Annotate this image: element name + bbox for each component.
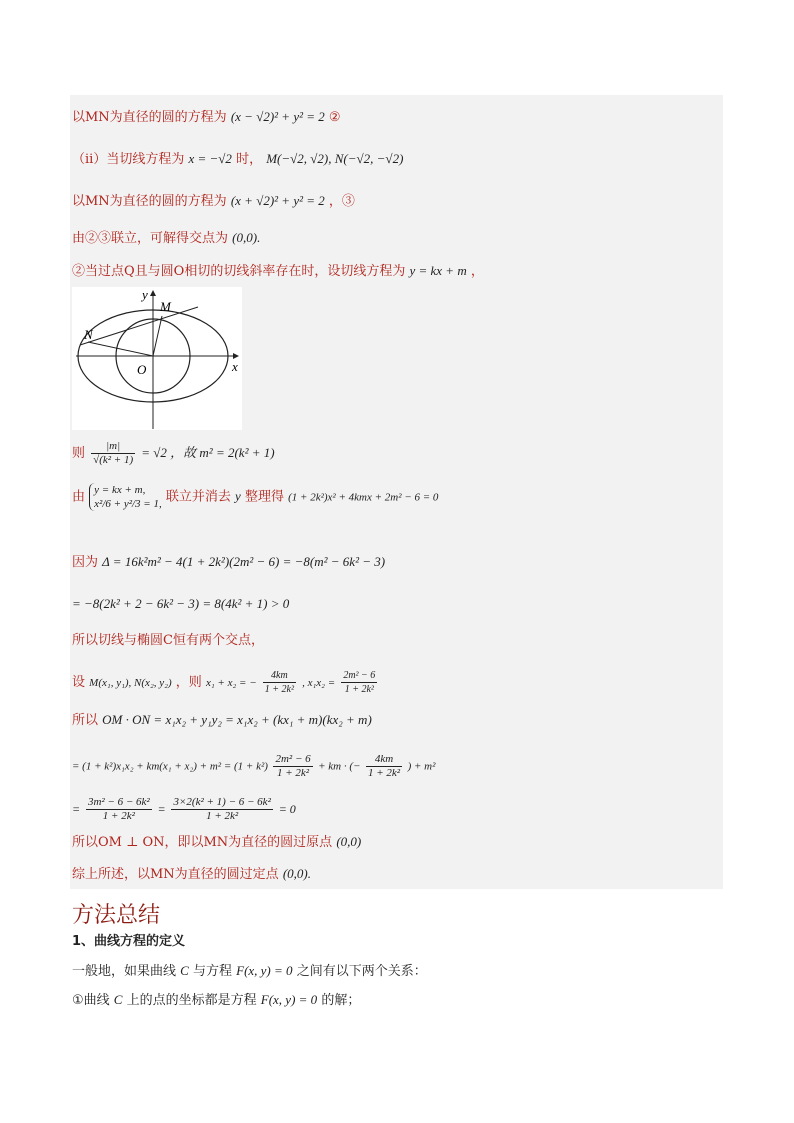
fraction-numerator: 3×2(k² + 1) − 6 − 6k²: [173, 796, 271, 808]
fraction-denominator: 1 + 2k²: [102, 810, 135, 822]
line-text: （ii）当切线方程为: [72, 152, 185, 167]
solution-line-11: [72, 669, 379, 696]
equation: (0,0).: [232, 230, 261, 245]
fraction: [86, 796, 152, 823]
equation: OM · ON = x₁x₂ + y₁y₂ = x₁x₂ + (kx₁ + m)(kx₂ + m): [102, 712, 372, 727]
equation: = −8(2k² + 2 − 6k² − 3) = 8(4k² + 1) > 0: [72, 596, 290, 611]
line-text: ②当过点Q且与圆O相切的切线斜率存在时，设切线方程为: [72, 264, 406, 279]
section-title: 方法总结: [72, 903, 161, 928]
equation: + km · (−: [318, 760, 361, 773]
equation: M(−√2, √2), N(−√2, −√2): [266, 151, 404, 166]
equals-sign: =: [72, 802, 81, 816]
solution-line-2: [72, 150, 403, 169]
line-text: 则: [72, 446, 86, 461]
line-text: 综上所述，以MN为直径的圆过定点: [72, 867, 279, 882]
line-text: 因为: [72, 555, 99, 570]
variable: C: [113, 992, 123, 1007]
line-text: 以MN为直径的圆的方程为: [72, 110, 227, 125]
fraction-numerator: 4km: [263, 669, 296, 683]
fraction-denominator: 1 + 2k²: [344, 684, 374, 695]
circled-number: ②: [328, 110, 341, 125]
equation: = √2 ，故 m² = 2(k² + 1): [141, 445, 275, 460]
line-text: 由: [72, 489, 86, 505]
solution-line-3: [72, 192, 355, 211]
equation: = 0: [278, 802, 296, 816]
label-y: y: [142, 287, 148, 302]
segment-on: [88, 342, 153, 356]
equation: x₁ + x₂ = −: [205, 677, 257, 689]
system-equation-1: y = kx + m,: [94, 484, 146, 496]
fraction-numerator: 2m² − 6: [343, 670, 376, 681]
circled-number: ，③: [328, 194, 355, 209]
line-text: 所以: [72, 713, 99, 728]
equation: F(x, y) = 0: [236, 963, 293, 978]
line-text: 一般地，如果曲线: [72, 964, 177, 979]
summary-heading: 1、曲线方程的定义: [72, 934, 186, 949]
fraction-numerator: 3m² − 6 − 6k²: [87, 796, 150, 808]
equation: x = −√2: [188, 151, 232, 166]
solution-line-12: [72, 711, 372, 730]
line-text: 的解；: [321, 993, 361, 1008]
equation: (x − √2)² + y² = 2: [230, 109, 325, 124]
ellipse-circle-figure: [72, 287, 242, 430]
solution-line-6: [72, 440, 275, 467]
solution-line-15: [72, 833, 361, 852]
summary-paragraph-2: [72, 991, 360, 1010]
fraction-numerator: |m|: [91, 440, 135, 454]
fraction: [171, 796, 272, 823]
solution-line-7: [72, 483, 438, 511]
solution-line-9: [72, 595, 289, 614]
solution-line-8: [72, 553, 385, 572]
equation: M(x₁, y₁), N(x₂, y₂): [89, 677, 172, 689]
line-text: 所以OM ⊥ ON，即以MN为直径的圆过原点: [72, 835, 333, 850]
equation: ) + m²: [407, 760, 436, 773]
label-m: M: [160, 299, 171, 314]
fraction-numerator: 2m² − 6: [275, 753, 311, 765]
equation: = (1 + k²)x₁x₂ + km(x₁ + x₂) + m² = (1 + k²): [72, 760, 268, 773]
fraction: [273, 753, 312, 780]
fraction: [366, 753, 402, 780]
line-text: 整理得: [244, 489, 284, 505]
line-text: 时，: [236, 152, 263, 167]
equation: (1 + 2k²)x² + 4kmx + 2m² − 6 = 0: [288, 491, 439, 504]
line-text: 之间有以下两个关系：: [296, 964, 427, 979]
equation: (0,0).: [282, 866, 311, 881]
line-text: 以MN为直径的圆的方程为: [72, 194, 227, 209]
solution-line-14: [72, 796, 296, 823]
solution-line-5: [72, 262, 484, 281]
fraction-denominator: 1 + 2k²: [206, 810, 239, 822]
label-o: O: [137, 362, 147, 377]
tangent-line: [80, 307, 198, 345]
segment-om: [153, 316, 162, 356]
equation: , x₁x₂ =: [302, 677, 336, 689]
variable: C: [180, 963, 189, 978]
line-text: 与方程: [192, 964, 232, 979]
variable: y: [235, 488, 241, 504]
fraction-denominator: √(k² + 1): [93, 454, 134, 466]
equals-sign: =: [157, 802, 166, 816]
equation: (x + √2)² + y² = 2: [230, 193, 325, 208]
line-text: ，则: [175, 675, 202, 690]
fraction-denominator: 1 + 2k²: [367, 767, 401, 779]
fraction: [341, 669, 377, 696]
equation: y = kx + m: [409, 263, 467, 278]
line-text: ，: [470, 264, 484, 279]
solution-line-13: [72, 753, 435, 780]
line-text: 所以切线与椭圆C恒有两个交点，: [72, 633, 264, 648]
solution-line-10: [72, 632, 264, 650]
fraction-denominator: 1 + 2k²: [264, 684, 294, 695]
fraction: [263, 669, 296, 696]
equation: (0,0): [336, 834, 362, 849]
solution-line-16: [72, 865, 311, 884]
equation: Δ = 16k²m² − 4(1 + 2k²)(2m² − 6) = −8(m² − 6k² − 3): [102, 554, 386, 569]
fraction-denominator: 1 + 2k²: [276, 767, 310, 779]
fraction-numerator: 4km: [366, 753, 402, 767]
line-text: 上的点的坐标都是方程: [126, 993, 257, 1008]
solution-line-1: [72, 108, 341, 127]
solution-line-4: [72, 229, 260, 248]
line-text: 联立并消去: [165, 489, 231, 505]
label-x: x: [232, 359, 238, 374]
line-text: 设: [72, 675, 86, 690]
line-text: 由②③联立，可解得交点为: [72, 231, 229, 246]
equation-system: [89, 483, 162, 511]
fraction: [91, 440, 135, 467]
equation: F(x, y) = 0: [260, 992, 318, 1007]
line-text: ①曲线: [72, 993, 110, 1008]
figure-svg: [72, 287, 242, 430]
summary-paragraph-1: [72, 962, 427, 981]
label-n: N: [84, 327, 93, 342]
system-equation-2: x²/6 + y²/3 = 1,: [94, 498, 162, 510]
